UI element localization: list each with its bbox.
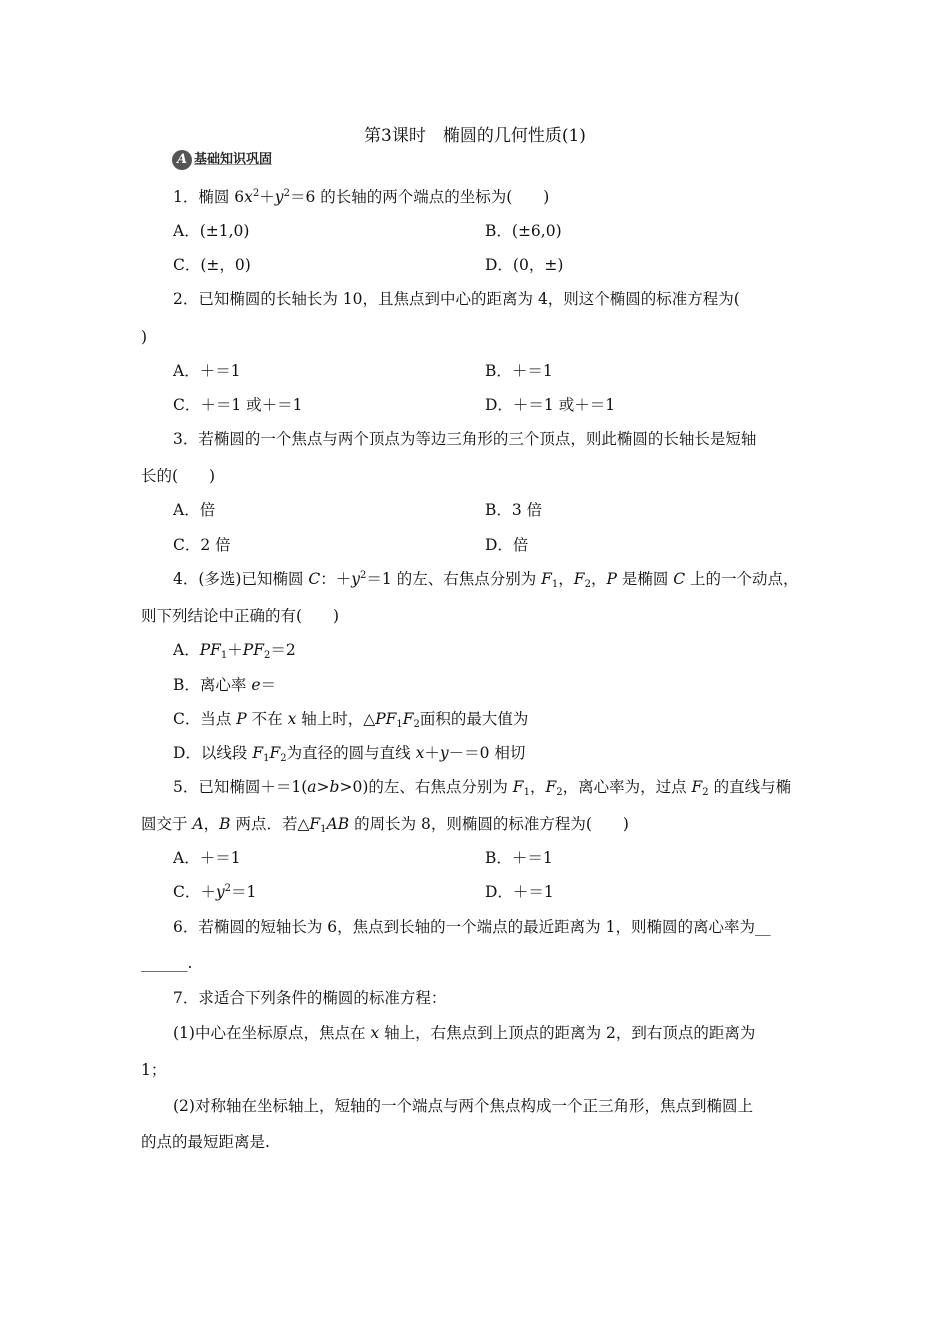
section-a-icon: A	[172, 150, 192, 170]
q4-option-d: D．以线段 $F_1F_2$为直径的圆与直线 x＋y－＝0 相切	[173, 744, 526, 764]
q5-option-d: D．＋＝1	[485, 883, 554, 901]
q1-stem: 1．椭圆 $6x^2+y^2=6$ 的长轴的两个端点的坐标为( )	[173, 188, 550, 206]
q7-part2-line2: 的点的最短距离是.	[141, 1133, 270, 1151]
q2-option-b: B．＋＝1	[485, 362, 553, 380]
q5-option-c: C．$+y^2=1$	[173, 883, 257, 901]
q2-option-a: A．＋＝1	[173, 362, 241, 380]
q4-option-a: A．$PF_1+PF_2=2$	[173, 641, 296, 661]
q7-part1-line2: 1；	[141, 1061, 167, 1079]
q3-option-c: C．2 倍	[173, 536, 231, 554]
q7-stem: 7．求适合下列条件的椭圆的标准方程：	[173, 989, 447, 1007]
q3-option-d: D．倍	[485, 536, 529, 554]
q5-option-a: A．＋＝1	[173, 849, 241, 867]
q1-option-c: C．(±，0)	[173, 256, 251, 274]
q5-stem-line2: 圆交于 A，B 两点．若$\triangle F_1AB$ 的周长为 8，则椭圆的标准方程为( )	[141, 815, 629, 835]
q4-option-b: B．离心率 e＝	[173, 676, 277, 694]
q4-stem-line2: 则下列结论中正确的有( )	[141, 607, 340, 625]
q3-option-b: B．3 倍	[485, 501, 543, 519]
q5-stem-line1: 5．已知椭圆＋＝1(a>b>0)的左、右焦点分别为 $F_1$，$F_2$，离心率为，过点 $F_2$ 的直线与椭	[173, 778, 792, 798]
section-badge	[172, 150, 292, 170]
q2-stem-line2: )	[141, 328, 148, 346]
q2-option-d: D．＋＝1 或＋＝1	[485, 396, 616, 414]
q4-option-c: C．当点 P 不在 x 轴上时，$\triangle PF_1F_2$面积的最大值为	[173, 710, 529, 730]
q1-option-b: B．(±6,0)	[485, 222, 562, 240]
page-title: 第3课时 椭圆的几何性质(1)	[364, 126, 586, 146]
q2-option-c: C．＋＝1 或＋＝1	[173, 396, 303, 414]
q7-part1-line1: (1)中心在坐标原点，焦点在 x 轴上，右焦点到上顶点的距离为 2，到右顶点的距离为	[173, 1024, 756, 1042]
q5-option-b: B．＋＝1	[485, 849, 553, 867]
q3-option-a: A．倍	[173, 501, 216, 519]
q4-stem-line1: 4．(多选)已知椭圆 C：$+y^2=1$ 的左、右焦点分别为 $F_1$，$F_2$，P 是椭圆 C 上的一个动点，	[173, 570, 799, 590]
q1-option-d: D．(0，±)	[485, 256, 564, 274]
q6-stem-line1: 6．若椭圆的短轴长为 6，焦点到长轴的一个端点的最近距离为 1，则椭圆的离心率为__	[173, 918, 771, 936]
q2-stem-line1: 2．已知椭圆的长轴长为 10，且焦点到中心的距离为 4，则这个椭圆的标准方程为(	[173, 290, 740, 308]
q3-stem-line1: 3．若椭圆的一个焦点与两个顶点为等边三角形的三个顶点，则此椭圆的长轴长是短轴	[173, 430, 757, 448]
q1-option-a: A．(±1,0)	[173, 222, 250, 240]
section-label: 基础知识巩固	[194, 152, 273, 167]
q7-part2-line1: (2)对称轴在坐标轴上，短轴的一个端点与两个焦点构成一个正三角形，焦点到椭圆上	[173, 1097, 753, 1115]
q3-stem-line2: 长的( )	[141, 467, 216, 485]
q6-stem-line2: ______.	[141, 954, 193, 972]
